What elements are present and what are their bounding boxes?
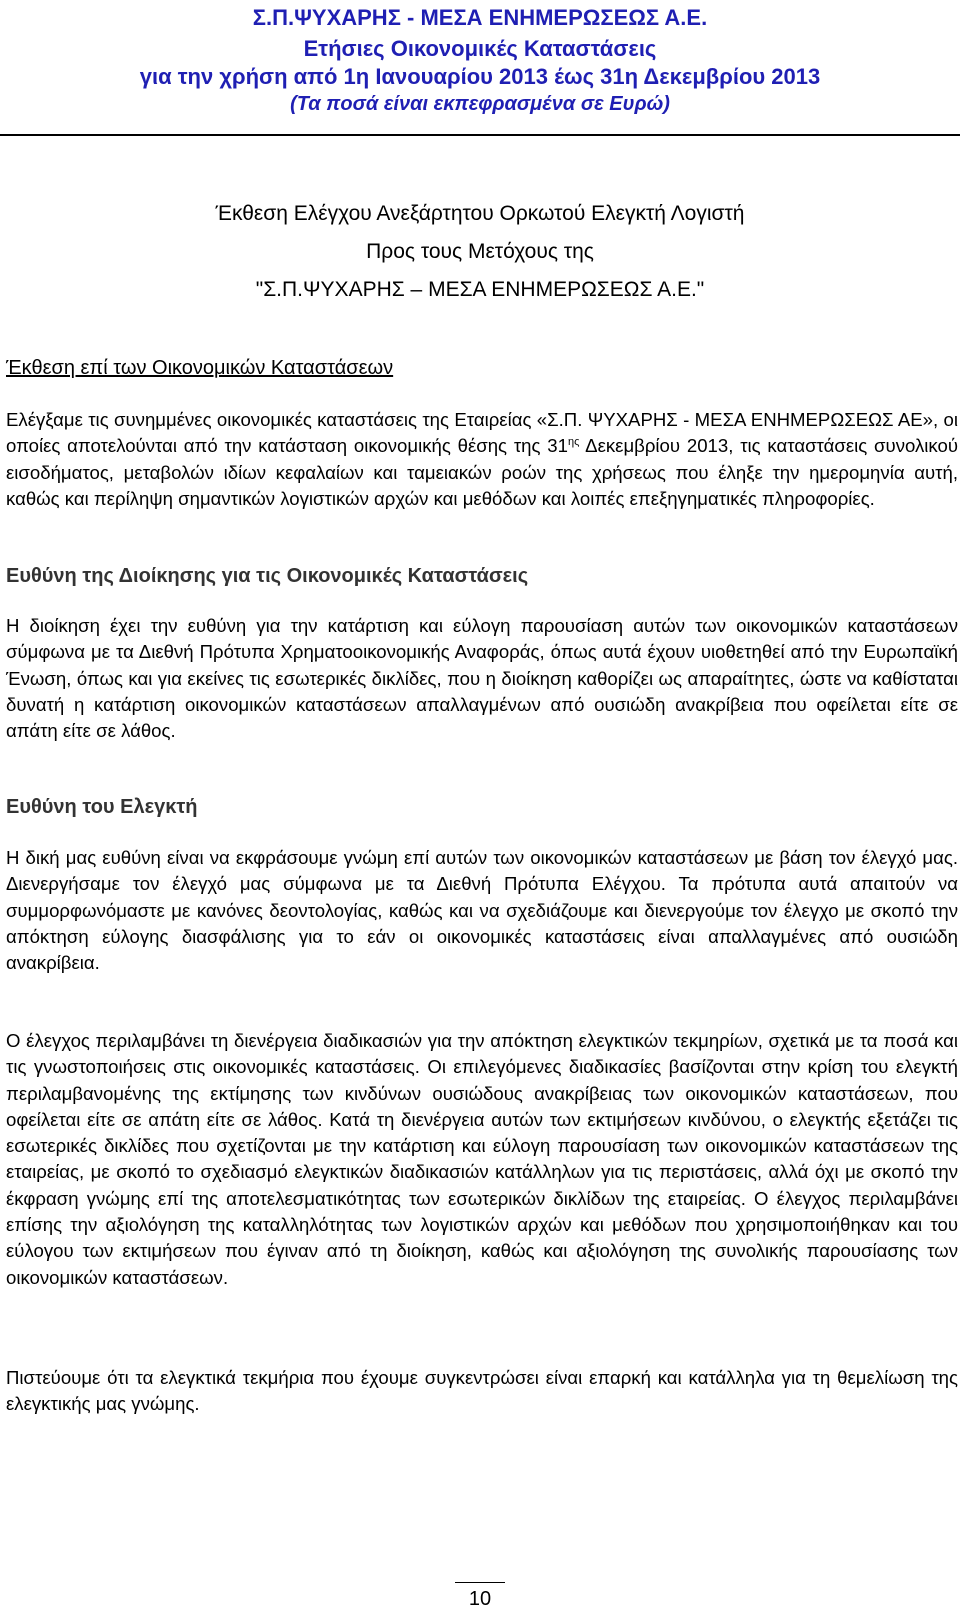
header-divider [0,134,960,136]
financial-statements-paragraph: Ελέγξαμε τις συνημμένες οικονομικές καταστάσεις της Εταιρείας «Σ.Π. ΨΥΧΑΡΗΣ - ΜΕΣΑ ΕΝΗΜΕΡΩΣΕΩΣ ΑΕ», οι οποίες αποτελούνται από την κατάσταση οικονομικής θέσης της $31^{\eta\varsigma}$ Δεκεμβρίου 2013, τις καταστάσεις συνολικού εισοδήματος, μεταβολών ιδίων κεφαλαίων και ταμειακών ροών της χρήσεως που έληξε την ημερομηνία αυτή, καθώς και περίληψη σημαντικών λογιστικών αρχών και μεθόδων και λοιπές επεξηγηματικές πληροφορίες. [6,409,958,509]
report-company: "Σ.Π.ΨΥΧΑΡΗΣ – ΜΕΣΑ ΕΝΗΜΕΡΩΣΕΩΣ Α.Ε." [255,278,705,301]
reporting-period: για την χρήση από 1η Ιανουαρίου 2013 έως 31η Δεκεμβρίου 2013 [139,64,821,89]
report-title: Έκθεση Ελέγχου Ανεξάρτητου Ορκωτού Ελεγκτή Λογιστή [215,202,745,225]
currency-note: (Τα ποσά είναι εκπεφρασμένα σε Ευρώ) [290,93,670,115]
management-responsibility-heading: Ευθύνη της Διοίκησης για τις Οικονομικές Καταστάσεις [6,565,529,587]
page-number: 10 [468,1588,492,1610]
page-number-rule [455,1582,505,1583]
management-responsibility-paragraph: Η διοίκηση έχει την ευθύνη για την κατάρτιση και εύλογη παρουσίαση αυτών των οικονομικών καταστάσεων σύμφωνα με τα Διεθνή Πρότυπα Χρηματοοικονομικής Αναφοράς, όπως αυτά έχουν υιοθετηθεί από την Ευρωπαϊκή Ένωση, όπως και για εκείνες τις εσωτερικές δικλίδες, που η διοίκηση καθορίζει ως απαραίτητες, ώστε να καθίσταται δυνατή η κατάρτιση οικονομικών καταστάσεων απαλλαγμένων από ουσιώδη ανακρίβεια που οφείλεται είτε σε απάτη είτε σε λάθος. [6,615,958,742]
auditor-responsibility-heading: Ευθύνη του Ελεγκτή [6,796,198,818]
document-title: Ετήσιες Οικονομικές Καταστάσεις [303,36,657,61]
financial-statements-heading: Έκθεση επί των Οικονομικών Καταστάσεων [6,357,394,379]
auditor-paragraph-1: Η δική μας ευθύνη είναι να εκφράσουμε γνώμη επί αυτών των οικονομικών καταστάσεων με βάση τον έλεγχό μας. Διενεργήσαμε τον έλεγχό μας σύμφωνα με τα Διεθνή Πρότυπα Ελέγχου. Τα πρότυπα αυτά απαιτούν να συμμορφωνόμαστε με κανόνες δεοντολογίας, καθώς και να σχεδιάζουμε και διενεργούμε τον έλεγχο με σκοπό την απόκτηση εύλογης διασφάλισης για το εάν οι οικονομικές καταστάσεις είναι απαλλαγμένες από ουσιώδη ανακρίβεια. [6,847,958,974]
auditor-paragraph-3: Πιστεύουμε ότι τα ελεγκτικά τεκμήρια που έχουμε συγκεντρώσει είναι επαρκή και κατάλληλα για τη θεμελίωση της ελεγκτικής μας γνώμης. [6,1367,958,1415]
report-addressee: Προς τους Μετόχους της [366,240,594,263]
company-name: Σ.Π.ΨΥΧΑΡΗΣ - ΜΕΣΑ ΕΝΗΜΕΡΩΣΕΩΣ Α.Ε. [252,5,708,30]
auditor-paragraph-2: Ο έλεγχος περιλαμβάνει τη διενέργεια διαδικασιών για την απόκτηση ελεγκτικών τεκμηρίων, σχετικά με τα ποσά και τις γνωστοποιήσεις στις οικονομικές καταστάσεις. Οι επιλεγόμενες διαδικασίες βασίζονται στην κρίση του ελεγκτή περιλαμβανομένης της εκτίμησης των κινδύνων ουσιώδους ανακρίβειας των οικονομικών καταστάσεων, που οφείλεται είτε σε απάτη είτε σε λάθος. Κατά τη διενέργεια αυτών των εκτιμήσεων κινδύνου, ο ελεγκτής εξετάζει τις εσωτερικές δικλίδες που σχετίζονται με την κατάρτιση και εύλογη παρουσίαση των οικονομικών καταστάσεων της εταιρείας, με σκοπό το σχεδιασμό ελεγκτικών διαδικασιών κατάλληλων για τις περιστάσεις, αλλά όχι με σκοπό την έκφραση γνώμης επί της αποτελεσματικότητας των εσωτερικών δικλίδων της εταιρείας. Ο έλεγχος περιλαμβάνει επίσης την αξιολόγηση της καταλληλότητας των λογιστικών αρχών και μεθόδων που χρησιμοποιήθηκαν και του εύλογου των εκτιμήσεων που έγιναν από τη διοίκηση, καθώς και αξιολόγηση της συνολικής παρουσίασης των οικονομικών καταστάσεων. [6,1030,958,1288]
